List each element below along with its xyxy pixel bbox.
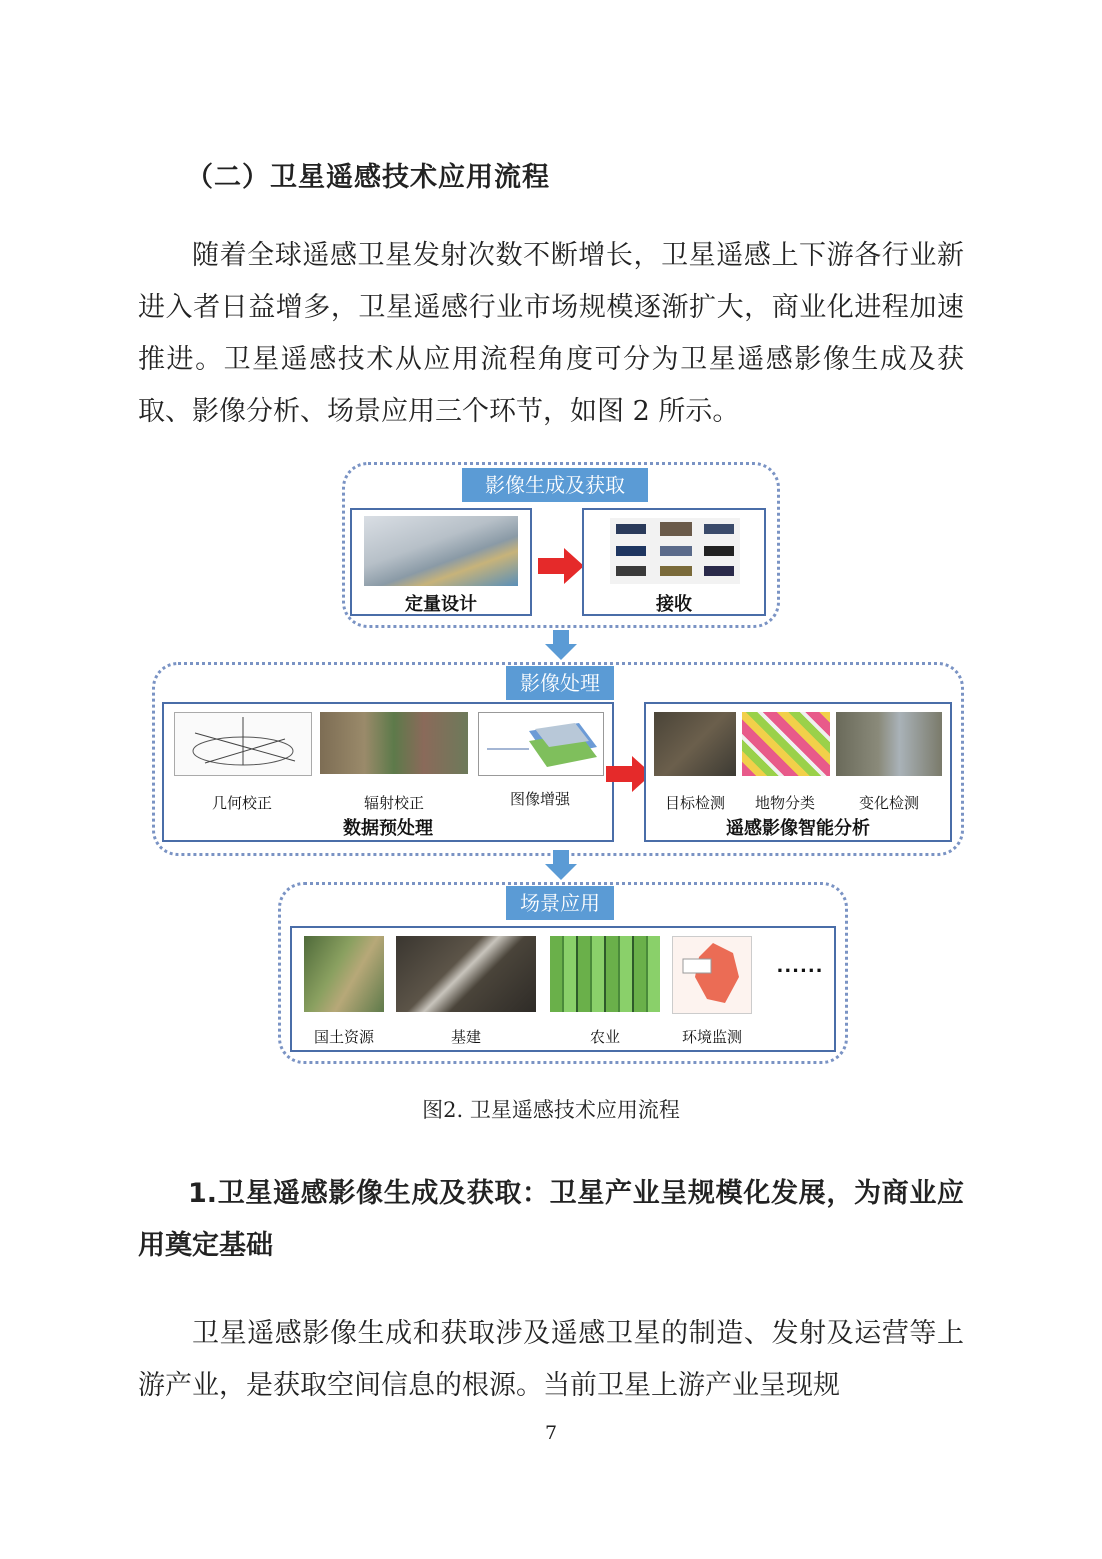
preprocess-label: 数据预处理: [343, 818, 433, 839]
infrastructure-label: 基建: [450, 1028, 481, 1046]
more-ellipsis: ......: [776, 956, 824, 977]
geo-correction-label: 几何校正: [211, 794, 272, 812]
radiometric-image: [320, 712, 468, 774]
classification-label: 地物分类: [754, 794, 815, 812]
design-box: [350, 508, 532, 616]
classification-image: [742, 712, 830, 776]
enhancement-image: [478, 712, 604, 776]
ai-analysis-box: [644, 702, 952, 842]
processing-title: 影像处理: [506, 666, 614, 700]
right-arrow-icon: [538, 548, 584, 584]
figure-caption: 图2. 卫星遥感技术应用流程: [422, 1098, 680, 1122]
down-arrow-icon: [545, 850, 577, 880]
application-title: 场景应用: [506, 886, 614, 920]
infrastructure-image: [396, 936, 536, 1012]
design-label: 定量设计: [405, 594, 477, 615]
land-resource-label: 国土资源: [313, 1028, 374, 1046]
workflow-figure: [150, 458, 970, 1068]
ai-analysis-label: 遥感影像智能分析: [726, 818, 870, 839]
page-number: 7: [544, 1422, 558, 1444]
preprocess-box: [162, 702, 614, 842]
environment-label: 环境监测: [681, 1028, 742, 1046]
intro-paragraph: 随着全球遥感卫星发射次数不断增长，卫星遥感上下游各行业新进入者日益增多，卫星遥感行业市场规模逐渐扩大，商业化进程加速推进。卫星遥感技术从应用流程角度可分为卫星遥感影像生成及获取、影像分析、场景应用三个环节，如图 2 所示。: [138, 240, 964, 427]
satellite-collage: [610, 518, 740, 584]
change-image: [836, 712, 942, 776]
agriculture-label: 农业: [589, 1028, 620, 1046]
subsection-heading: 1.卫星遥感影像生成及获取：卫星产业呈规模化发展，为商业应用奠定基础: [138, 1178, 964, 1261]
acquisition-title: 影像生成及获取: [462, 468, 648, 502]
receive-label: 接收: [656, 594, 692, 615]
satellite-lab-photo: [364, 516, 518, 586]
section-heading: （二）卫星遥感技术应用流程: [186, 162, 550, 193]
body-paragraph: 卫星遥感影像生成和获取涉及遥感卫星的制造、发射及运营等上游产业，是获取空间信息的根源。当前卫星上游产业呈现规: [138, 1318, 964, 1401]
radiometric-label: 辐射校正: [363, 794, 424, 812]
land-resource-image: [304, 936, 384, 1012]
enhancement-label: 图像增强: [509, 790, 570, 808]
agriculture-image: [550, 936, 660, 1012]
target-detection-label: 目标检测: [664, 794, 725, 812]
geometry-diagram: [174, 712, 312, 776]
change-detection-label: 变化检测: [858, 794, 919, 812]
down-arrow-icon: [545, 630, 577, 660]
application-box: [290, 926, 836, 1052]
receive-box: [582, 508, 766, 616]
environment-map: [672, 936, 752, 1014]
detection-image: [654, 712, 736, 776]
